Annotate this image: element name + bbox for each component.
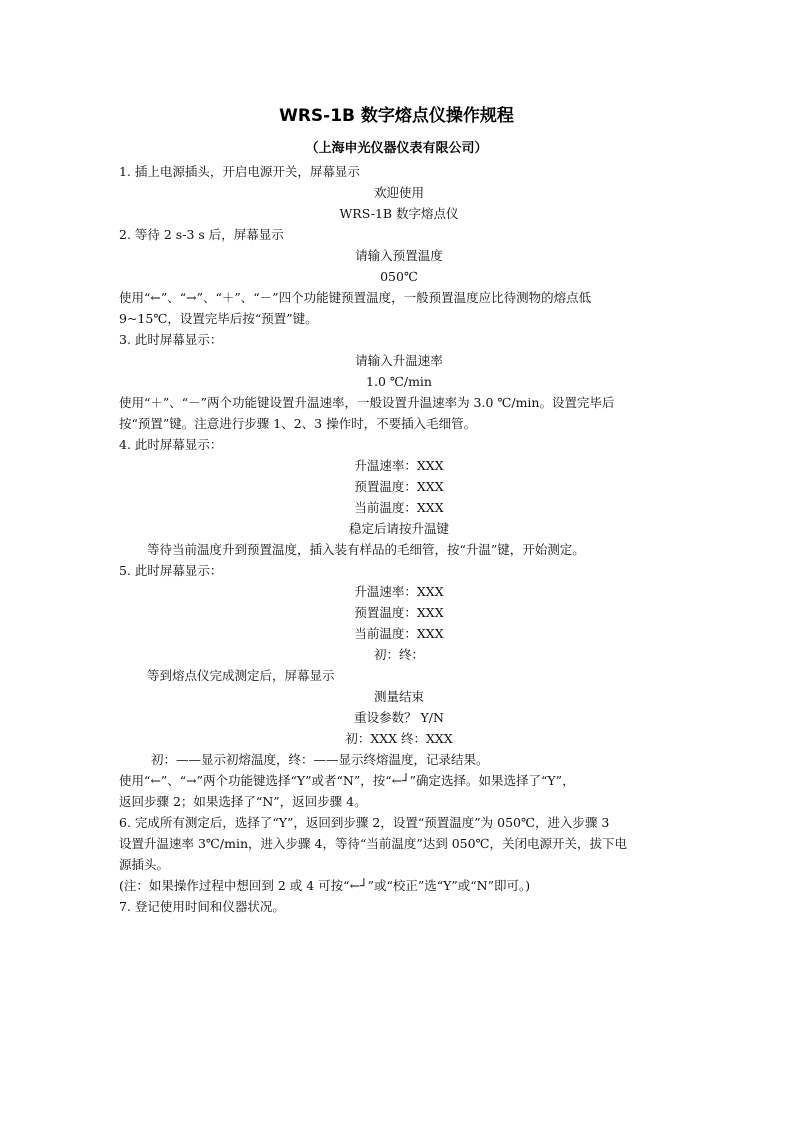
paragraph-line: 等到熔点仪完成测定后，屏幕显示 [147,668,335,683]
screen-display-line: 预置温度：XXX [354,605,444,620]
paragraph-line: 源插头。 [119,857,170,872]
paragraph-line: 设置升温速率 3℃/min，进入步骤 4，等待“当前温度”达到 050℃，关闭电源开关，拔下电 [119,836,628,851]
screen-display-line: 初：XXX 终：XXX [345,731,453,746]
screen-display-line: 重设参数？ Y/N [354,710,444,725]
screen-display-line: 测量结束 [373,689,424,704]
paragraph-line: 等待当前温度升到预置温度，插入装有样品的毛细管，按“升温”键，开始测定。 [147,542,585,557]
document-subtitle: （上海申光仪器仪表有限公司） [305,141,488,156]
screen-display-line: WRS-1B 数字熔点仪 [339,206,459,221]
step-6-text: 6. 完成所有测定后，选择了“Y”，返回到步骤 2，设置“预置温度”为 050℃，进入步骤 3 [119,815,610,830]
step-1-text: 1. 插上电源插头，开启电源开关，屏幕显示 [119,164,360,179]
document-body [119,161,679,917]
paragraph-line: 使用“＋”、“－”两个功能键设置升温速率，一般设置升温速率为 3.0 ℃/min。设置完毕后 [119,395,615,410]
step-3-text: 3. 此时屏幕显示： [119,332,223,347]
screen-display-line: 预置温度：XXX [354,479,444,494]
screen-display-line: 初：终： [373,647,424,662]
note-text: (注：如果操作过程中想回到 2 或 4 可按“←┘”或“校正”选“Y”或“N”即可。) [119,878,531,893]
paragraph-line: 9~15℃，设置完毕后按“预置”键。 [119,311,318,326]
screen-display-line: 升温速率：XXX [354,458,444,473]
paragraph-line: 使用“←”、“→”两个功能键选择“Y”或者“N”，按“←┘”确定选择。如果选择了“Y”， [119,773,575,788]
paragraph-line: 初：——显示初熔温度，终：——显示终熔温度，记录结果。 [151,752,489,767]
step-2-text: 2. 等待 2 s-3 s 后，屏幕显示 [119,227,284,242]
screen-display-line: 1.0 ℃/min [366,374,432,389]
screen-display-line: 稳定后请按升温键 [348,521,449,536]
screen-display-line: 请输入预置温度 [355,248,443,263]
screen-display-line: 当前温度：XXX [354,626,444,641]
step-4-text: 4. 此时屏幕显示： [119,437,223,452]
screen-display-line: 当前温度：XXX [354,500,444,515]
step-7-text: 7. 登记使用时间和仪器状况。 [119,899,285,914]
step-5-text: 5. 此时屏幕显示： [119,563,223,578]
screen-display-line: 050℃ [380,269,418,284]
paragraph-line: 返回步骤 2；如果选择了“N”，返回步骤 4。 [119,794,367,809]
screen-display-line: 升温速率：XXX [354,584,444,599]
screen-display-line: 请输入升温速率 [355,353,443,368]
document-title: WRS-1B 数字熔点仪操作规程 [279,106,514,126]
paragraph-line: 按“预置”键。注意进行步骤 1、2、3 操作时，不要插入毛细管。 [119,416,477,431]
screen-display-line: 欢迎使用 [373,185,424,200]
paragraph-line: 使用“←”、“→”、“＋”、“－”四个功能键预置温度，一般预置温度应比待测物的熔点低 [119,290,592,305]
